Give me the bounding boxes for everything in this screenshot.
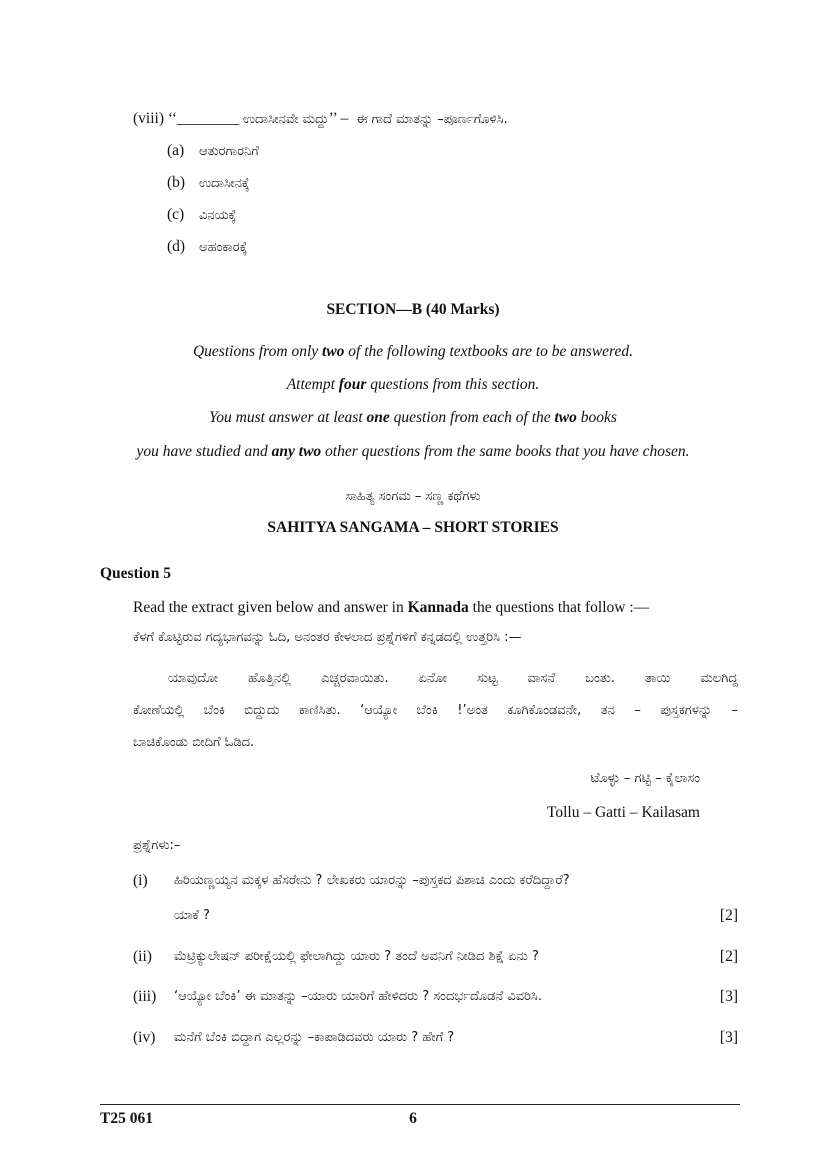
option-label: (a) (167, 142, 185, 159)
subquestion-number: (iii) (133, 988, 157, 1005)
subquestion-text: ಮೆಟ್ರಿಕ್ಯುಲೇಷನ್ ಪರೀಕ್ಷೆಯಲ್ಲಿ ಫೇಲಾಗಿದ್ದು ಯಾರು ? ತಂದೆ ಅವನಿಗೆ ನೀಡಿದ ಶಿಕ್ಷೆ ಏನು ? (174, 949, 539, 964)
section-instruction-1 (0, 343, 826, 361)
subquestion-text: ಹಿರಿಯಣ್ಣಯ್ಯನ ಮಕ್ಕಳ ಹೆಸರೇನು ? ಲೇಖಕರು ಯಾರನ್ನು –ಪುಸ್ತಕದ ಪಿಶಾಚಿ ಎಂದು ಕರೆದಿದ್ದಾರೆ? (174, 873, 570, 888)
marks: [3] (719, 988, 738, 1005)
prompt-kannada: ಉದಾಸೀನವೇ ಮದ್ದು (242, 112, 329, 127)
section-instruction-4 (0, 443, 826, 461)
option-text: ಅಹಂಕಾರಕ್ಕೆ (199, 240, 248, 255)
option-d (167, 238, 247, 256)
subquestion-number: (i) (133, 872, 148, 889)
option-text: ವಿನಯಕ್ಕೆ (199, 208, 237, 223)
source-english: Tollu – Gatti – Kailasam (546, 804, 700, 821)
option-text: ಆತುರಗಾರನಿಗೆ (199, 144, 259, 159)
instruction-text: other questions from the same books that you have chosen. (321, 443, 690, 460)
section-instruction-3 (0, 409, 826, 427)
question-instruction: ಈ ಗಾದೆ ಮಾತನ್ನು –ಪೂರ್ಣಗೊಳಿಸಿ. (356, 112, 508, 127)
section-title: SECTION—B (40 Marks) (326, 301, 500, 318)
instruction-emphasis: any two (271, 443, 322, 460)
instruction-text: questions from this section. (366, 376, 540, 393)
instruction-emphasis: two (322, 343, 345, 360)
instruction-text: question from each of the (389, 409, 555, 426)
question-heading: Question 5 (100, 565, 172, 582)
extract-line-1: ಯಾವುದೋ ಹೊತ್ತಿನಲ್ಲಿ ಎಚ್ಚರವಾಯಿತು. ಏನೋ ಸುಟ್ಟ ವಾಸನೆ ಬಂತು. ತಾಯಿ ಮಲಗಿದ್ದ (168, 671, 738, 686)
instruction-emphasis: one (366, 409, 390, 426)
book-title-english: SAHITYA SANGAMA – SHORT STORIES (267, 519, 559, 536)
paper-code: T25 061 (100, 1110, 153, 1127)
option-label: (b) (167, 174, 186, 191)
question-viii (133, 110, 508, 128)
option-b (167, 174, 250, 192)
marks: [3] (719, 1029, 738, 1046)
prompt-blank: ‘‘________ (167, 110, 243, 127)
instruction-emphasis: four (338, 376, 367, 393)
subquestion-text: ಮನೆಗೆ ಬೆಂಕಿ ಬಿದ್ದಾಗ ಎಲ್ಲರನ್ನು –ಕಾಪಾಡಿದವರು ಯಾರು ? ಹೇಗೆ ? (174, 1030, 455, 1045)
option-text: ಉದಾಸೀನಕ್ಕೆ (199, 176, 250, 191)
prompt-close: ’’ – (328, 110, 349, 127)
option-c (167, 206, 236, 224)
subquestion-number: (ii) (133, 948, 152, 965)
instruction-emphasis: two (554, 409, 577, 426)
subquestion-text: ‘ಆಯ್ಯೋ ಬೆಂಕಿ’ ಈ ಮಾತನ್ನು –ಯಾರು ಯಾರಿಗೆ ಹೇಳಿದರು ? ಸಂದರ್ಭದೊಡನೆ ವಿವರಿಸಿ. (174, 989, 542, 1004)
page-number: 6 (409, 1110, 417, 1127)
section-instruction-2 (0, 376, 826, 394)
questions-label: ಪ್ರಶ್ನೆಗಳು:– (133, 838, 181, 853)
instruction-text: Read the extract given below and answer in (133, 599, 408, 616)
extract-line-3: ಬಾಚಿಕೊಂಡು ಬೀದಿಗೆ ಓಡಿದ. (133, 735, 255, 750)
book-title-kannada: ಸಾಹಿತ್ಯ ಸಂಗಮ – ಸಣ್ಣ ಕಥೆಗಳು (345, 489, 481, 504)
subquestion-number: (iv) (133, 1029, 156, 1046)
instruction-text: books (576, 409, 617, 426)
option-label: (d) (167, 238, 186, 255)
marks: [2] (719, 907, 738, 924)
footer-divider (100, 1104, 740, 1105)
instruction-text: You must answer at least (209, 409, 367, 426)
instruction-emphasis: Kannada (407, 599, 469, 616)
instruction-text: the questions that follow :— (468, 599, 650, 616)
question-instruction-kannada: ಕೆಳಗೆ ಕೊಟ್ಟಿರುವ ಗದ್ಯಭಾಗವನ್ನು ಓದಿ, ಅನಂತರ ಕೇಳಲಾದ ಪ್ರಶ್ನೆಗಳಿಗೆ ಕನ್ನಡದಲ್ಲಿ ಉತ್ತರಿಸಿ :— (133, 630, 522, 645)
marks: [2] (719, 948, 738, 965)
option-a (167, 142, 259, 160)
question-instruction-english (133, 599, 649, 617)
instruction-text: you have studied and (136, 443, 272, 460)
instruction-text: Attempt (286, 376, 339, 393)
question-number: (viii) (133, 110, 164, 127)
source-kannada: ಟೊಳ್ಳು – ಗಟ್ಟಿ – ಕೈಲಾಸಂ (590, 771, 700, 786)
instruction-text: Questions from only (192, 343, 323, 360)
option-label: (c) (167, 206, 185, 223)
extract-line-2: ಕೋಣೆಯಲ್ಲಿ ಬೆಂಕಿ ಬಿದ್ದುದು ಕಾಣಿಸಿತು. ‘ಆಯ್ಯೋ ಬೆಂಕಿ !’ಅಂತ ಕೂಗಿಕೊಂಡವನೇ, ತನ – ಪುಸ್ತಕಗಳನ್ನು – (133, 703, 738, 718)
subquestion-text-continued: ಯಾಕೆ ? (174, 908, 210, 923)
instruction-text: of the following textbooks are to be answered. (344, 343, 633, 360)
